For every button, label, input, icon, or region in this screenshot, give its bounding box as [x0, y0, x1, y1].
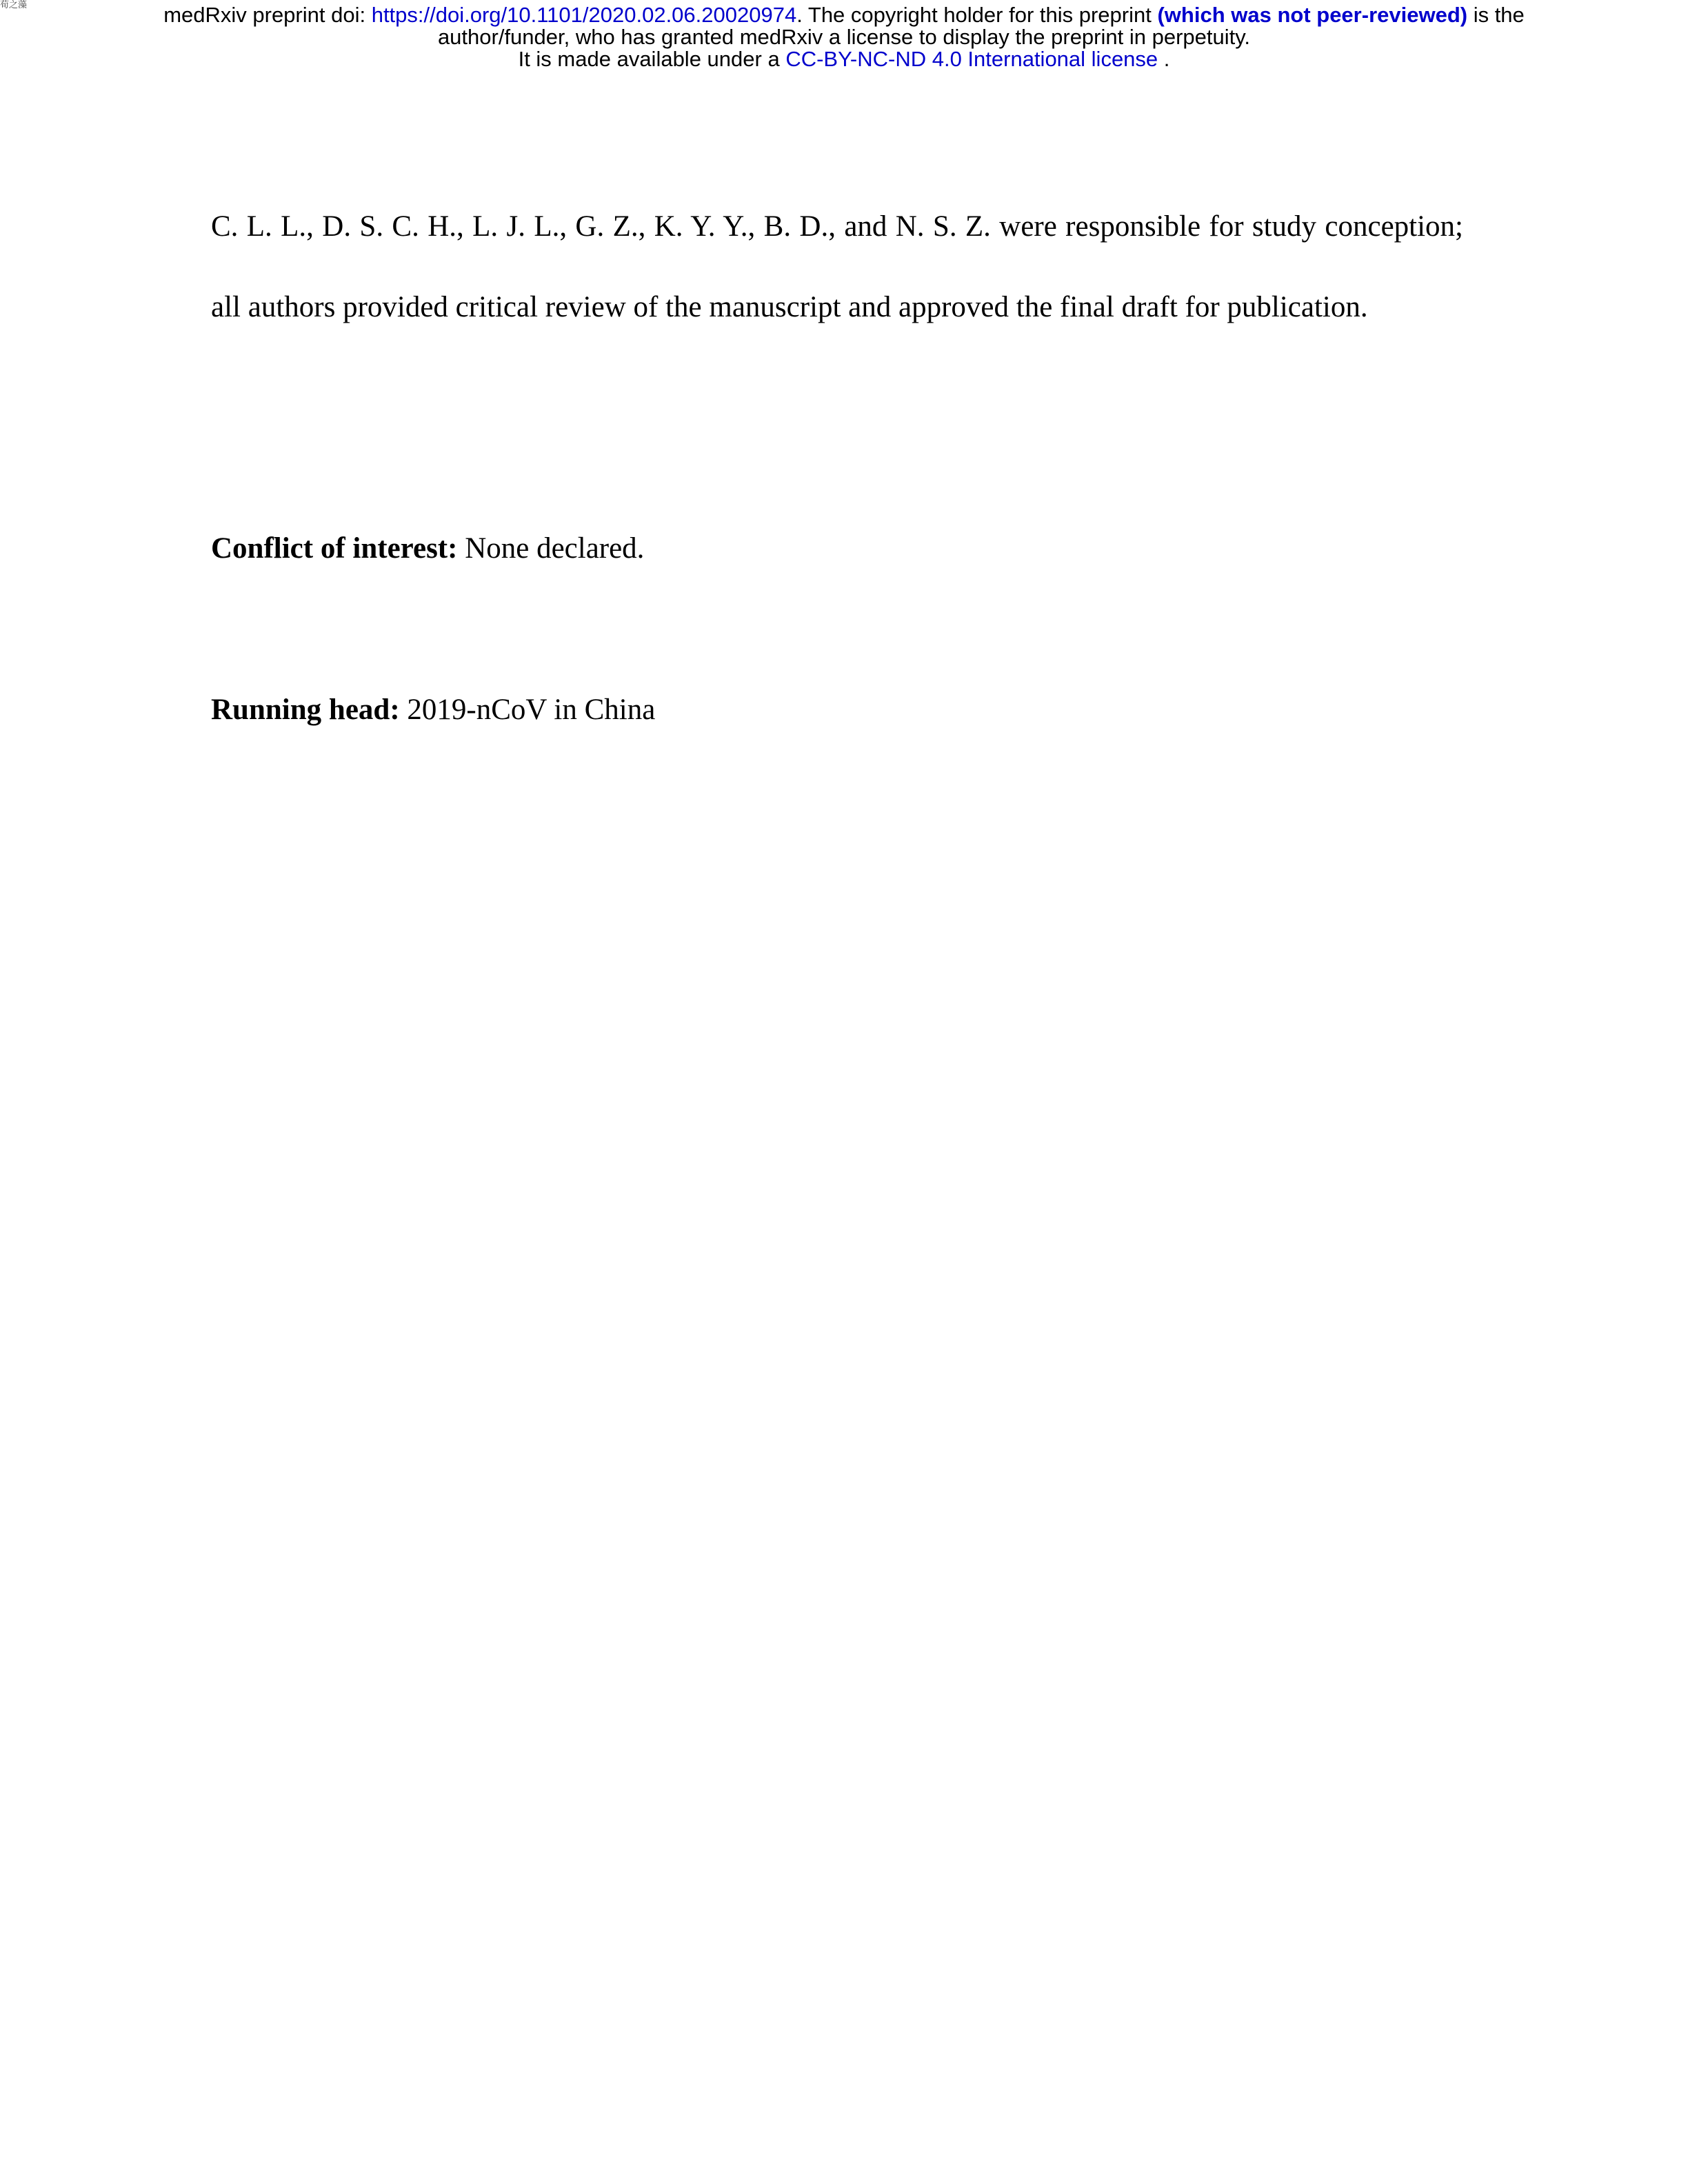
conflict-of-interest: [211, 528, 1463, 569]
not-peer-reviewed-note: (which was not peer-reviewed): [1157, 3, 1468, 27]
conflict-value: None declared.: [457, 532, 645, 565]
preprint-banner: [0, 4, 1688, 70]
banner-line-3: [0, 48, 1688, 70]
banner-license-suffix: .: [1158, 47, 1170, 71]
corner-mark: 荀之藻: [0, 0, 28, 10]
conflict-label: Conflict of interest:: [211, 532, 458, 565]
running-head-value: 2019-nCoV in China: [399, 694, 656, 726]
license-link[interactable]: CC-BY-NC-ND 4.0 International license: [785, 47, 1158, 71]
author-contributions-paragraph: C. L. L., D. S. C. H., L. J. L., G. Z., K. Y. Y., B. D., and N. S. Z. were responsible for study conception; all authors provided critical review of the manuscript and approved the final draft for publication.: [211, 210, 1463, 323]
banner-line-1: [0, 4, 1688, 26]
running-head-label: Running head:: [211, 694, 400, 726]
banner-copyright-text: . The copyright holder for this preprint: [796, 3, 1158, 27]
doi-link[interactable]: https://doi.org/10.1101/2020.02.06.20020974: [371, 3, 797, 27]
banner-line1-suffix: is the: [1467, 3, 1525, 27]
running-head: [211, 689, 1463, 731]
banner-license-prefix: It is made available under a: [518, 47, 786, 71]
banner-line-2: author/funder, who has granted medRxiv a license to display the preprint in perpetuity.: [437, 25, 1251, 49]
banner-prefix: medRxiv preprint doi:: [163, 3, 372, 27]
